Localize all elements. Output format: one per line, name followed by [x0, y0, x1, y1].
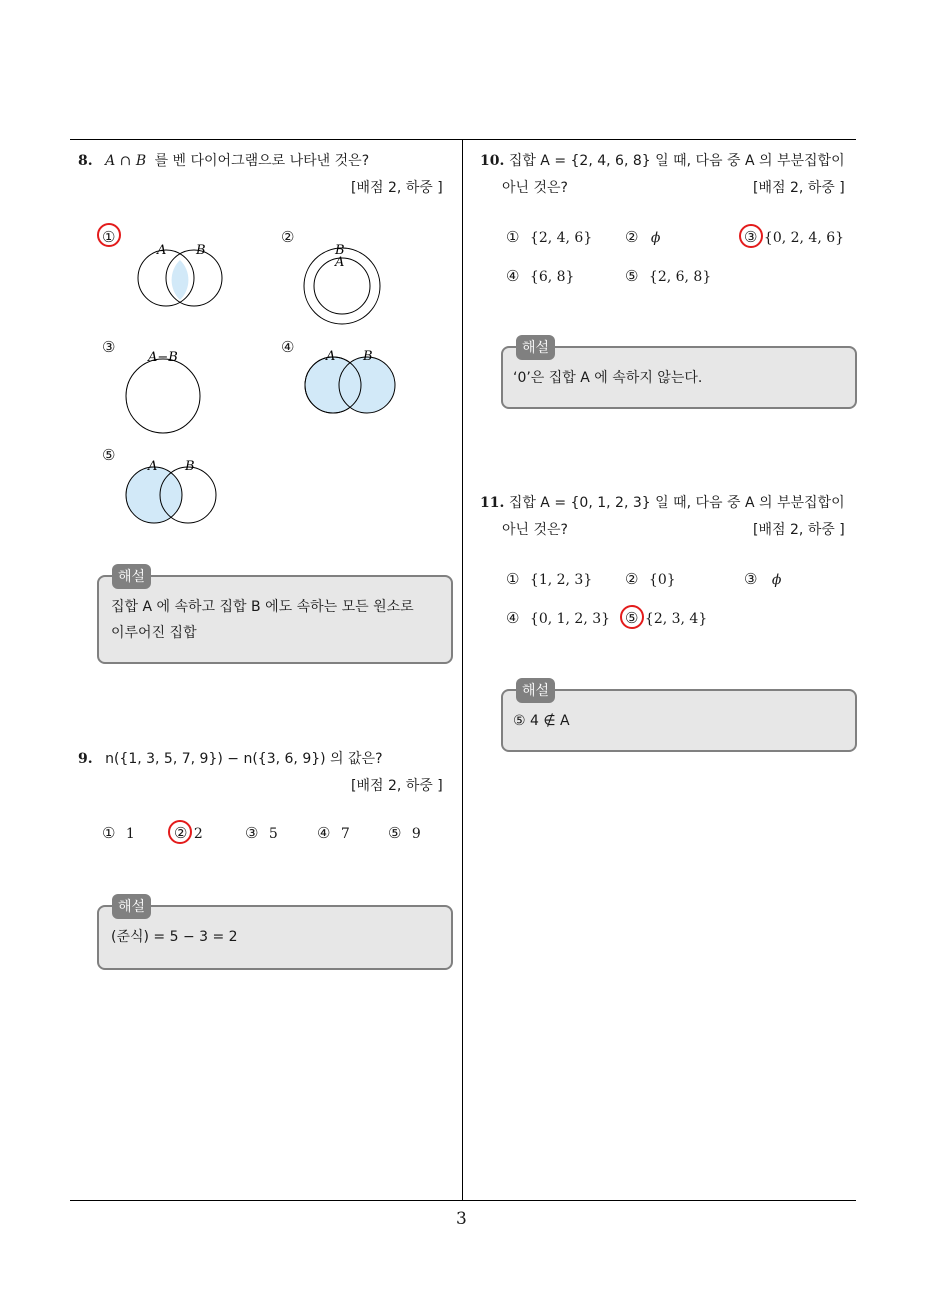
choice-1[interactable] [102, 824, 135, 842]
choice-marker: ② [625, 570, 639, 588]
choice-value: {2, 3, 4} [644, 611, 708, 627]
choice-marker: ④ [317, 824, 331, 842]
label-a: A [148, 459, 158, 474]
page-number: 3 [456, 1209, 467, 1229]
column-divider [462, 139, 463, 1200]
venn-diagram-choice-5 [118, 455, 228, 535]
question-text-line-1: 집합 A = {0, 1, 2, 3} 일 때, 다음 중 A 의 부분집합이 [508, 495, 845, 511]
correct-answer-mark [168, 820, 192, 844]
explanation-tag: 해설 [112, 564, 151, 589]
correct-answer-mark [620, 605, 644, 629]
choice-4[interactable] [317, 824, 350, 842]
choice-marker: ② [625, 228, 639, 246]
explanation-line-1: ‘0’은 집합 A 에 속하지 않는다. [513, 370, 703, 386]
choice-5[interactable] [625, 267, 711, 285]
explanation-line-2: 이루어진 집합 [111, 625, 197, 641]
choice-1[interactable] [506, 570, 592, 588]
choice-value: {2, 4, 6} [529, 230, 593, 246]
explanation-text [513, 708, 570, 734]
explanation-line-1: 집합 A 에 속하고 집합 B 에도 속하는 모든 원소로 [111, 599, 414, 615]
choice-4-marker[interactable]: ④ [281, 338, 295, 356]
explanation-line-1: (준식) = 5 − 3 = 2 [111, 929, 238, 945]
score-label: [배점 2, 하중 ] [351, 180, 443, 196]
choice-marker: ⑤ [625, 267, 639, 285]
label-b: B [363, 349, 373, 364]
choice-value: 1 [125, 826, 135, 842]
choice-2[interactable] [625, 228, 660, 246]
venn-diagram-choice-3 [118, 348, 218, 438]
explanation-tag: 해설 [516, 678, 555, 703]
question-text: 를 벤 다이어그램으로 나타낸 것은? [154, 153, 370, 169]
question-text-line-2: 아닌 것은? [502, 180, 568, 196]
bottom-rule [70, 1200, 856, 1201]
choice-marker: ⑤ [388, 824, 402, 842]
explanation-text [513, 365, 702, 391]
question-11-stem [480, 492, 845, 512]
question-text: n({1, 3, 5, 7, 9}) − n({3, 6, 9}) 의 값은? [105, 751, 383, 767]
explanation-text [111, 594, 414, 646]
question-9-stem [78, 748, 383, 768]
choice-value: {2, 6, 8} [648, 269, 712, 285]
label-a: A [326, 349, 336, 364]
question-number: 9. [78, 751, 93, 767]
correct-answer-mark [739, 224, 763, 248]
choice-5-marker[interactable]: ⑤ [102, 446, 116, 464]
score-label: [배점 2, 하중 ] [351, 778, 443, 794]
question-text-line-2: 아닌 것은? [502, 522, 568, 538]
venn-diagram-choice-1 [130, 238, 240, 318]
choice-marker: ③ [744, 570, 758, 588]
choice-marker: ④ [506, 267, 520, 285]
choice-marker: ① [506, 570, 520, 588]
venn-diagram-choice-4 [296, 345, 406, 425]
choice-marker: ② [174, 824, 188, 842]
label-a-minus-b: A−B [148, 350, 178, 365]
choice-2-marker[interactable]: ② [281, 228, 295, 246]
choice-value: {6, 8} [529, 269, 575, 285]
question-number: 11. [480, 495, 505, 511]
choice-3[interactable] [245, 824, 278, 842]
choice-value: ϕ [771, 572, 782, 588]
score-label: [배점 2, 하중 ] [753, 180, 845, 196]
explanation-tag: 해설 [516, 335, 555, 360]
choice-marker: ① [102, 824, 116, 842]
choice-1[interactable] [506, 228, 592, 246]
choice-4[interactable] [506, 609, 610, 627]
venn-diagram-choice-2 [298, 238, 388, 328]
question-8-stem [78, 150, 369, 170]
choice-1-marker[interactable]: ① [102, 228, 116, 246]
question-number: 10. [480, 153, 505, 169]
choice-marker: ⑤ [625, 609, 639, 627]
label-a: A [335, 255, 345, 270]
choice-value: 7 [340, 826, 350, 842]
label-b: B [196, 243, 206, 258]
label-a: A [157, 243, 167, 258]
choice-3-marker[interactable]: ③ [102, 338, 116, 356]
choice-marker: ① [506, 228, 520, 246]
choice-marker: ③ [744, 228, 758, 246]
choice-value: {1, 2, 3} [529, 572, 593, 588]
choice-3[interactable] [744, 570, 781, 588]
top-rule [70, 139, 856, 140]
choice-value: {0, 1, 2, 3} [529, 611, 611, 627]
choice-value: {0, 2, 4, 6} [763, 230, 845, 246]
label-b: B [185, 459, 195, 474]
score-label: [배점 2, 하중 ] [753, 522, 845, 538]
choice-value: 9 [411, 826, 421, 842]
choice-marker: ④ [506, 609, 520, 627]
choice-5[interactable] [388, 824, 421, 842]
choice-value: {0} [648, 572, 676, 588]
choice-4[interactable] [506, 267, 574, 285]
choice-2[interactable] [625, 570, 676, 588]
choice-value: 5 [268, 826, 278, 842]
explanation-text [111, 924, 238, 950]
question-10-stem [480, 150, 845, 170]
correct-answer-mark [97, 223, 121, 247]
choice-value: ϕ [650, 230, 661, 246]
question-math: A ∩ B [105, 153, 147, 169]
explanation-line-1: ⑤ 4 ∉ A [513, 713, 570, 729]
label-b: B [335, 243, 345, 258]
choice-value: 2 [193, 826, 203, 842]
question-number: 8. [78, 153, 93, 169]
question-text-line-1: 집합 A = {2, 4, 6, 8} 일 때, 다음 중 A 의 부분집합이 [508, 153, 845, 169]
explanation-tag: 해설 [112, 894, 151, 919]
choice-marker: ③ [245, 824, 259, 842]
